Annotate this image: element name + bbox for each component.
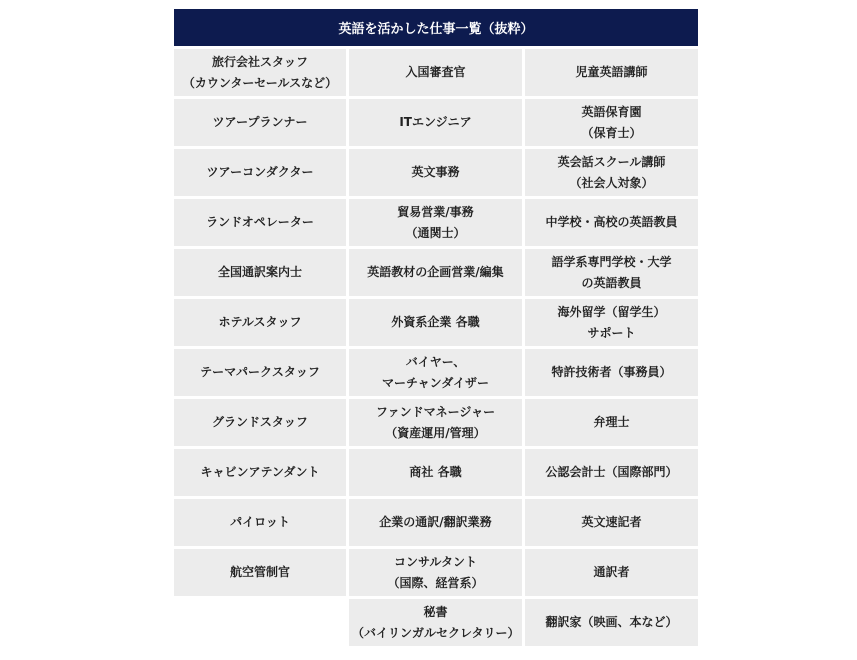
table-row	[174, 99, 698, 146]
table-cell: ファンドマネージャー （資産運用/管理）	[349, 399, 522, 446]
table-cell: ホテルスタッフ	[174, 299, 346, 346]
table-cell: 英語教材の企画営業/編集	[349, 249, 522, 296]
table-cell: 翻訳家（映画、本など）	[525, 599, 698, 646]
table-cell: ツアープランナー	[174, 99, 346, 146]
table-cell: 語学系専門学校・大学 の英語教員	[525, 249, 698, 296]
table-cell: 特許技術者（事務員）	[525, 349, 698, 396]
job-list-table	[174, 9, 698, 649]
table-cell: 商社 各職	[349, 449, 522, 496]
table-cell: 海外留学（留学生） サポート	[525, 299, 698, 346]
table-cell: 英文事務	[349, 149, 522, 196]
table-row	[174, 249, 698, 296]
table-row	[174, 499, 698, 546]
table-row	[174, 149, 698, 196]
table-cell: 入国審査官	[349, 49, 522, 96]
table-cell: 児童英語講師	[525, 49, 698, 96]
table-row	[174, 599, 698, 646]
table-cell: 貿易営業/事務 （通関士）	[349, 199, 522, 246]
table-cell: パイロット	[174, 499, 346, 546]
table-cell: テーマパークスタッフ	[174, 349, 346, 396]
table-row	[174, 549, 698, 596]
table-row	[174, 349, 698, 396]
table-cell: 英会話スクール講師 （社会人対象）	[525, 149, 698, 196]
table-title: 英語を活かした仕事一覧（抜粋）	[174, 9, 698, 46]
empty-cell	[174, 599, 346, 646]
table-cell: キャビンアテンダント	[174, 449, 346, 496]
table-cell: 英文速記者	[525, 499, 698, 546]
table-cell: 公認会計士（国際部門）	[525, 449, 698, 496]
table-row	[174, 449, 698, 496]
table-cell: 秘書 （バイリンガルセクレタリー）	[349, 599, 522, 646]
table-row	[174, 49, 698, 96]
table-cell: ITエンジニア	[349, 99, 522, 146]
table-row	[174, 299, 698, 346]
table-cell: 企業の通訳/翻訳業務	[349, 499, 522, 546]
table-cell: ツアーコンダクター	[174, 149, 346, 196]
table-cell: 通訳者	[525, 549, 698, 596]
table-cell: コンサルタント （国際、経営系）	[349, 549, 522, 596]
table-cell: 英語保育園 （保育士）	[525, 99, 698, 146]
table-row	[174, 199, 698, 246]
table-cell: 旅行会社スタッフ （カウンターセールスなど）	[174, 49, 346, 96]
table-cell: 外資系企業 各職	[349, 299, 522, 346]
table-cell: 弁理士	[525, 399, 698, 446]
table-cell: ランドオペレーター	[174, 199, 346, 246]
table-cell: 中学校・高校の英語教員	[525, 199, 698, 246]
table-cell: バイヤー、 マーチャンダイザー	[349, 349, 522, 396]
table-cell: 全国通訳案内士	[174, 249, 346, 296]
table-row	[174, 399, 698, 446]
table-cell: グランドスタッフ	[174, 399, 346, 446]
table-cell: 航空管制官	[174, 549, 346, 596]
